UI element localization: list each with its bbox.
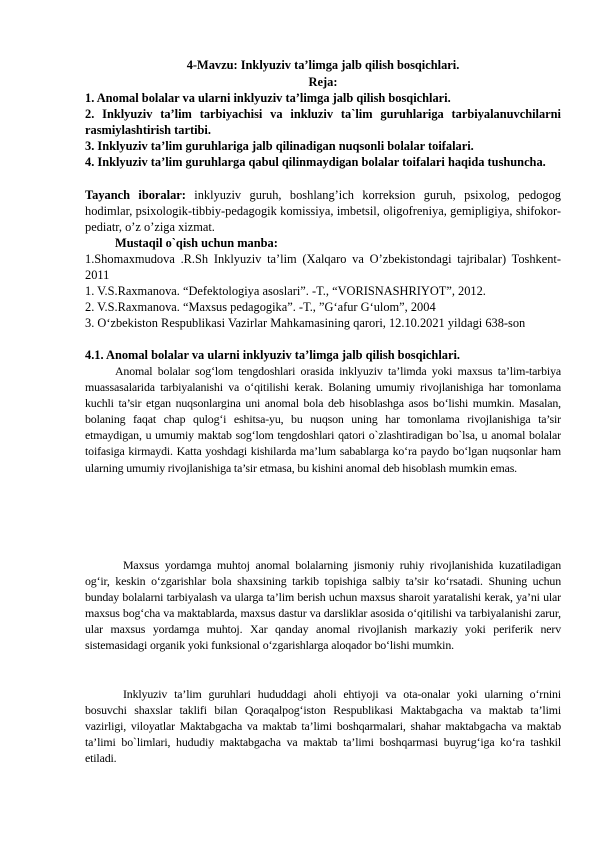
- sources-heading: Mustaqil o`qish uchun manba:: [115, 236, 278, 250]
- body-paragraph-1: Anomal bolalar sog‘lom tengdoshlari orasida inklyuziv ta’limda yoki maxsus ta’lim-tarbiya muassasalarida tarbiyalanishi va o‘qitilishi kerak. Bolaning umumiy rivojlanishiga har tomonlama kuchli ta’sir etgan nuqsonlargina uni anomal bola deb hisoblashga asos bo‘lishi mumkin. Masalan, bolaning faqat chap qulog‘i eshitsa-yu, bu nuqson uning har tomonlama rivojlanishiga ta’sir etmaydigan, u umumiy maktab sog‘lom tengdoshlari qatori o`zlashtiradigan bo`lsa, u anomal bolalar toifasiga kirmaydi. Katta yoshdagi kishilarda ma’lum sabablarga ko‘ra paydo bo‘lgan nuqsonlar ham ularning umumiy rivojlanishiga ta’sir etmasa, bu kishini anomal deb hisoblash mumkin emas.: [85, 364, 561, 475]
- plan-item-3: 3. Inklyuziv ta’lim guruhlariga jalb qilinadigan nuqsonli bolalar toifalari.: [85, 139, 474, 153]
- source-item-2: 1. V.S.Raxmanova. “Defektologiya asoslari”. -T., “VORISNASHRIYOT”, 2012.: [85, 284, 486, 298]
- keywords-text: inklyuziv guruh, boshlang’ich korreksion guruh, psixolog, pedogog hodimlar, psixologik-tibbiy-pedagogik komissiya, imbetsil, oligofreniya, gemipligiya, shifokor-pediatr, o’z o’ziga xizmat.: [85, 188, 561, 235]
- keywords-label: Tayanch iboralar:: [85, 188, 186, 202]
- source-item-4: 3. O‘zbekiston Respublikasi Vazirlar Mahkamasining qarori, 12.10.2021 yildagi 638-son: [85, 316, 526, 330]
- plan-item-4: 4. Inklyuziv ta’lim guruhlarga qabul qilinmaydigan bolalar toifalari haqida tushuncha.: [85, 155, 546, 169]
- plan-item-2: 2. Inklyuziv ta’lim tarbiyachisi va inkluziv ta`lim guruhlariga tarbiyalanuvchilarni rasmiylashtirish tartibi.: [85, 107, 561, 138]
- body-paragraph-3: Inklyuziv ta’lim guruhlari hududdagi aholi ehtiyoji va ota-onalar yoki ularning o‘rnini bosuvchi shaxslar taklifi bilan Qoraqalpog‘iston Respublikasi Maktabgacha va maktab ta’limi vazirligi, viloyatlar Maktabgacha va maktab ta’limi boshqarmalari, shahar maktabgacha va maktab ta’limi bo`limlari, hududiy maktabgacha va maktab ta’limi boshqarmasi buyrug‘iga ko‘ra tashkil etiladi.: [85, 687, 561, 766]
- plan-heading: Reja:: [308, 75, 338, 89]
- source-item-3: 2. V.S.Raxmanova. “Maxsus pedagogika”. -T., ”G‘afur G‘ulom”, 2004: [85, 300, 436, 314]
- keywords-paragraph: [85, 187, 561, 235]
- section-heading: 4.1. Anomal bolalar va ularni inklyuziv ta’limga jalb qilish bosqichlari.: [85, 348, 460, 362]
- body-paragraph-2: Maxsus yordamga muhtoj anomal bolalarning jismoniy ruhiy rivojlanishida kuzatiladigan og‘ir, keskin o‘zgarishlar bola shaxsining tarkib topishiga salbiy ta’sir ko‘rsatadi. Shuning uchun bunday bolalarni tarbiyalash va ularga ta’lim berish uchun maxsus sharoit yaratalishi kerak, ya’ni ular maxsus bog‘cha va maktablarda, maxsus dastur va darsliklar asosida o‘qitilishi va tarbiyalanishi zarur, ular maxsus yordamga muhtoj. Xar qanday anomal rivojlanish markaziy yoki periferik nerv sistemasidagi organik yoki funksional o‘zgarishlarga aloqador bo‘lishi mumkin.: [85, 558, 561, 653]
- source-item-1: 1.Shomaxmudova .R.Sh Inklyuziv ta’lim (Xalqaro va O’zbekistondagi tajribalar) Toshkent-2011: [85, 252, 561, 283]
- plan-item-1: 1. Anomal bolalar va ularni inklyuziv ta’limga jalb qilish bosqichlari.: [85, 91, 451, 105]
- page-title: 4-Mavzu: Inklyuziv ta’limga jalb qilish bosqichlari.: [186, 58, 460, 72]
